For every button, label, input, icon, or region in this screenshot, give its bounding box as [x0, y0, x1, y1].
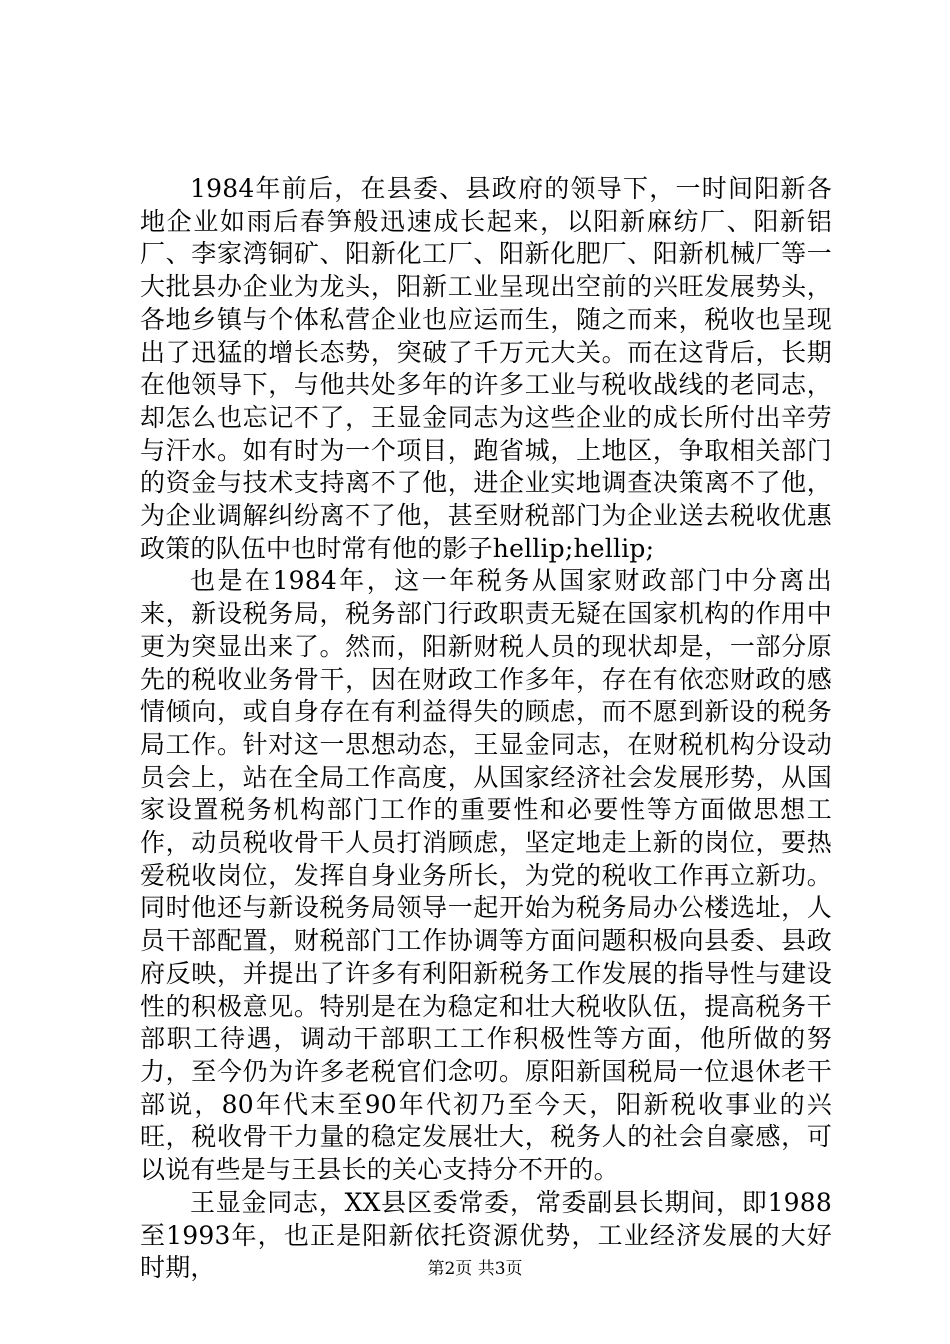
paragraph-3: 王显金同志，XX县区委常委，常委副县长期间，即1988至1993年，也正是阳新依托资源优势，工业经济发展的大好时期， [140, 1187, 832, 1283]
paragraph-2: 也是在1984年，这一年税务从国家财政部门中分离出来，新设税务局，税务部门行政职责无疑在国家机构的作用中更为突显出来了。然而，阳新财税人员的现状却是，一部分原先的税收业务骨干，因在财政工作多年，存在有依恋财政的感情倾向，或自身存在有利益得失的顾虑，而不愿到新设的税务局工作。针对这一思想动态，王显金同志，在财税机构分设动员会上，站在全局工作高度，从国家经济社会发展形势，从国家设置税务机构部门工作的重要性和必要性等方面做思想工作，动员税收骨干人员打消顾虑，坚定地走上新的岗位，要热爱税收岗位，发挥自身业务所长，为党的税收工作再立新功。同时他还与新设税务局领导一起开始为税务局办公楼选址，人员干部配置，财税部门工作协调等方面问题积极向县委、县政府反映，并提出了许多有利阳新税务工作发展的指导性与建设性的积极意见。特别是在为稳定和壮大税收队伍，提高税务干部职工待遇，调动干部职工工作积极性等方面，他所做的努力，至今仍为许多老税官们念叨。原阳新国税局一位退休老干部说，80年代末至90年代初乃至今天，阳新税收事业的兴旺，税收骨干力量的稳定发展壮大，税务人的社会自豪感，可以说有些是与王县长的关心支持分不开的。 [140, 566, 832, 1185]
page-footer: 第2页 共3页 [427, 1259, 523, 1279]
paragraph-1: 1984年前后，在县委、县政府的领导下，一时间阳新各地企业如雨后春笋般迅速成长起来，以阳新麻纺厂、阳新铝厂、李家湾铜矿、阳新化工厂、阳新化肥厂、阳新机械厂等一大批县办企业为龙头，阳新工业呈现出空前的兴旺发展势头，各地乡镇与个体私营企业也应运而生，随之而来，税收也呈现出了迅猛的增长态势，突破了千万元大关。而在这背后，长期在他领导下，与他共处多年的许多工业与税收战线的老同志，却怎么也忘记不了，王显金同志为这些企业的成长所付出辛劳与汗水。如有时为一个项目，跑省城，上地区，争取相关部门的资金与技术支持离不了他，进企业实地调查决策离不了他，为企业调解纠纷离不了他，甚至财税部门为企业送去税收优惠政策的队伍中也时常有他的影子hellip;hellip; [140, 174, 832, 563]
document-body [140, 173, 832, 1285]
